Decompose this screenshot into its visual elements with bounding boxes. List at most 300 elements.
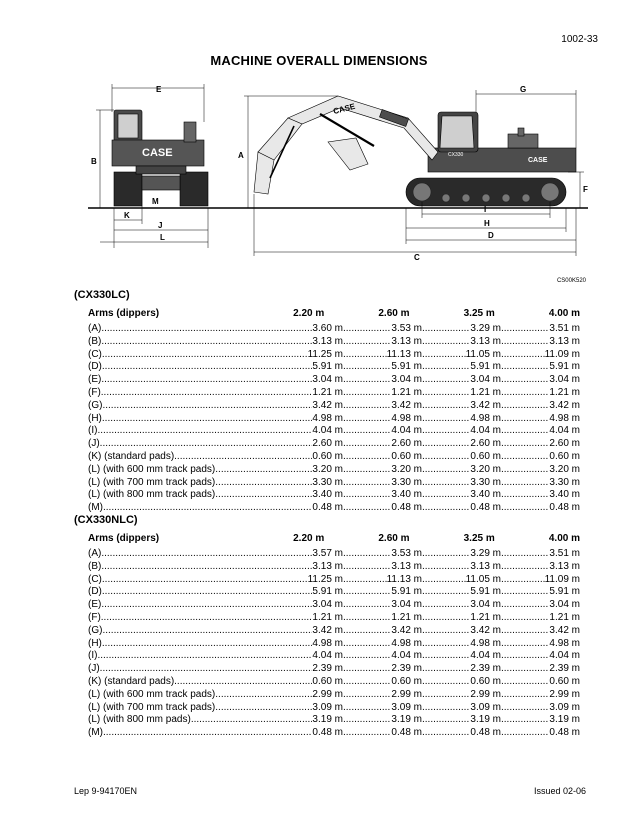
dot-leader [501, 489, 549, 502]
row-value: 5.91 m [470, 586, 501, 598]
row-value: 3.20 m [470, 463, 501, 475]
table-row [88, 425, 580, 438]
row-label: (K) (standard pads) [88, 675, 175, 687]
arm-length-column-header: 2.60 m [378, 308, 410, 319]
dot-leader [215, 477, 312, 490]
row-value: 0.48 m [312, 502, 343, 514]
table-row [88, 477, 580, 490]
spec-table-cx330lc [88, 307, 580, 515]
row-value: 4.04 m [391, 425, 422, 437]
row-value: 0.60 m [470, 675, 501, 687]
row-value: 0.48 m [549, 502, 580, 514]
dot-leader [343, 599, 391, 612]
dot-leader [422, 689, 470, 702]
dot-leader [101, 561, 312, 574]
row-value: 4.04 m [549, 650, 580, 662]
row-value: 3.19 m [391, 714, 422, 726]
row-label: (G) [88, 624, 103, 636]
dot-leader [501, 323, 549, 336]
row-value: 3.30 m [549, 476, 580, 488]
dot-leader [422, 599, 470, 612]
row-value: 5.91 m [391, 361, 422, 373]
dot-leader [343, 727, 391, 740]
row-value: 3.29 m [470, 548, 501, 559]
row-value: 3.20 m [312, 463, 343, 475]
row-value: 4.04 m [391, 650, 422, 662]
row-value: 2.39 m [391, 663, 422, 675]
row-value: 4.98 m [391, 412, 422, 424]
row-value: 3.13 m [470, 560, 501, 572]
row-value: 11.13 m [386, 573, 422, 585]
row-value: 3.04 m [312, 374, 343, 386]
row-value: 3.13 m [391, 560, 422, 572]
dot-leader [501, 477, 549, 490]
row-value: 3.42 m [470, 624, 501, 636]
row-value: 4.04 m [312, 650, 343, 662]
dot-leader [422, 650, 470, 663]
row-value: 3.42 m [312, 399, 343, 411]
dot-leader [343, 586, 391, 599]
dim-letter-f: F [583, 185, 588, 194]
table-row [88, 400, 580, 413]
row-label: (L) (with 600 mm track pads) [88, 463, 216, 475]
row-value: 2.39 m [312, 663, 343, 675]
row-label: (G) [88, 399, 103, 411]
row-value: 3.13 m [312, 560, 343, 572]
dot-leader [101, 323, 312, 336]
row-value: 0.60 m [391, 675, 422, 687]
row-value: 0.60 m [312, 675, 343, 687]
boom-brand-label: CASE [332, 101, 357, 116]
dot-leader [422, 451, 470, 464]
row-value: 2.99 m [470, 688, 501, 700]
dim-letter-i: I [484, 205, 487, 214]
dim-letter-d: D [488, 231, 494, 240]
dot-leader [501, 502, 549, 515]
row-value: 3.29 m [470, 323, 501, 334]
row-label: (E) [88, 374, 102, 386]
dim-letter-g: G [520, 85, 527, 94]
dot-leader [422, 438, 470, 451]
dot-leader [343, 714, 391, 727]
row-label: (L) (with 700 mm track pads) [88, 476, 216, 488]
row-value: 3.20 m [549, 463, 580, 475]
dot-leader [501, 727, 549, 740]
dot-leader [343, 638, 391, 651]
dot-leader [422, 400, 470, 413]
table-row [88, 323, 580, 336]
dot-leader [174, 451, 312, 464]
dot-leader [501, 599, 549, 612]
row-value: 3.40 m [312, 489, 343, 501]
table-row [88, 489, 580, 502]
dot-leader [501, 400, 549, 413]
table-row [88, 586, 580, 599]
row-value: 3.13 m [470, 335, 501, 347]
row-label: (D) [88, 361, 102, 373]
row-value: 3.04 m [391, 374, 422, 386]
dot-leader [215, 489, 312, 502]
dot-leader [422, 548, 470, 561]
table-row [88, 502, 580, 515]
dot-leader [174, 676, 312, 689]
row-value: 3.19 m [549, 714, 580, 726]
dot-leader [422, 425, 470, 438]
figure-code: CS00K520 [556, 278, 586, 284]
dot-leader [97, 425, 312, 438]
row-value: 3.19 m [470, 714, 501, 726]
row-value: 3.09 m [549, 701, 580, 713]
row-label: (A) [88, 548, 102, 559]
dot-leader [422, 612, 470, 625]
dot-leader [97, 650, 312, 663]
front-brand-label: CASE [142, 147, 173, 159]
table-row [88, 599, 580, 612]
dot-leader [422, 714, 470, 727]
dot-leader [501, 586, 549, 599]
dot-leader [422, 676, 470, 689]
dot-leader [343, 323, 391, 336]
table-row [88, 451, 580, 464]
dot-leader [422, 361, 470, 374]
row-value: 11.09 m [544, 348, 580, 360]
row-label: (F) [88, 386, 101, 398]
dim-letter-l: L [160, 233, 165, 242]
dot-leader [215, 464, 312, 477]
row-value: 4.98 m [391, 637, 422, 649]
row-value: 3.13 m [549, 335, 580, 347]
dot-leader [422, 663, 470, 676]
dot-leader [343, 400, 391, 413]
row-value: 2.60 m [470, 438, 501, 450]
dot-leader [422, 727, 470, 740]
dot-leader [102, 400, 312, 413]
dim-letter-j: J [158, 221, 163, 230]
row-value: 3.09 m [470, 701, 501, 713]
arm-length-column-header: 4.00 m [548, 308, 581, 319]
row-value: 4.98 m [549, 412, 580, 424]
row-value: 3.13 m [549, 560, 580, 572]
dot-leader [501, 425, 549, 438]
dot-leader [100, 438, 313, 451]
dot-leader [215, 702, 312, 715]
row-value: 3.40 m [470, 489, 501, 501]
dot-leader [343, 438, 391, 451]
dot-leader [343, 663, 391, 676]
table-header-row [88, 532, 580, 546]
row-value: 4.04 m [470, 650, 501, 662]
table-row [88, 438, 580, 451]
row-value: 4.98 m [470, 637, 501, 649]
dot-leader [422, 502, 470, 515]
dot-leader [501, 387, 549, 400]
dot-leader [343, 464, 391, 477]
dot-leader [501, 438, 549, 451]
row-value: 2.99 m [549, 688, 580, 700]
table-row [88, 689, 580, 702]
table-row [88, 625, 580, 638]
side-brand-label: CASE [528, 157, 548, 164]
row-value: 2.60 m [391, 438, 422, 450]
dot-leader [191, 714, 313, 727]
dot-leader [501, 663, 549, 676]
row-value: 3.30 m [312, 476, 343, 488]
dot-leader [343, 574, 387, 587]
row-value: 2.39 m [549, 663, 580, 675]
dot-leader [422, 638, 470, 651]
table-row [88, 702, 580, 715]
dot-leader [343, 561, 391, 574]
dot-leader [501, 625, 549, 638]
dim-letter-a: A [238, 151, 244, 160]
dot-leader [422, 464, 470, 477]
row-value: 11.05 m [465, 348, 501, 360]
row-value: 4.98 m [549, 637, 580, 649]
dot-leader [501, 464, 549, 477]
row-value: 3.40 m [391, 489, 422, 501]
row-value: 3.42 m [470, 399, 501, 411]
row-value: 3.13 m [312, 335, 343, 347]
dot-leader [422, 489, 470, 502]
dot-leader [343, 336, 391, 349]
dim-letter-k: K [124, 211, 130, 220]
arm-length-column-header: 2.20 m [293, 533, 325, 544]
dot-leader [501, 689, 549, 702]
row-value: 2.99 m [391, 688, 422, 700]
row-value: 0.48 m [470, 727, 501, 739]
row-value: 5.91 m [470, 361, 501, 373]
dot-leader [101, 336, 312, 349]
dot-leader [100, 663, 313, 676]
table-row [88, 638, 580, 651]
row-value: 3.04 m [312, 599, 343, 611]
dot-leader [422, 625, 470, 638]
dot-leader [422, 323, 470, 336]
table-row [88, 663, 580, 676]
row-value: 4.04 m [549, 425, 580, 437]
row-label: (B) [88, 560, 102, 572]
dim-letter-c: C [414, 253, 420, 262]
dot-leader [501, 349, 545, 362]
row-value: 1.21 m [312, 611, 343, 623]
row-label: (M) [88, 727, 103, 739]
row-label: (L) (with 600 mm track pads) [88, 688, 216, 700]
row-value: 3.13 m [391, 335, 422, 347]
dot-leader [343, 650, 391, 663]
row-label: (J) [88, 663, 100, 675]
arms-header-label: Arms (dippers) [88, 533, 160, 544]
dot-leader [501, 361, 549, 374]
row-value: 3.57 m [312, 548, 343, 559]
dim-letter-b: B [91, 157, 97, 166]
row-label: (L) (with 800 mm pads) [88, 714, 191, 726]
table-row [88, 548, 580, 561]
dot-leader [501, 612, 549, 625]
table-row [88, 374, 580, 387]
row-value: 0.60 m [391, 450, 422, 462]
section-title-cx330lc: (CX330LC) [74, 289, 130, 301]
row-value: 1.21 m [391, 611, 422, 623]
row-value: 0.48 m [470, 502, 501, 514]
arms-header-label: Arms (dippers) [88, 308, 160, 319]
row-value: 3.53 m [391, 548, 422, 559]
dot-leader [422, 561, 470, 574]
row-value: 5.91 m [549, 361, 580, 373]
row-value: 11.05 m [465, 573, 501, 585]
table-row [88, 336, 580, 349]
row-value: 4.98 m [312, 637, 343, 649]
row-value: 3.09 m [312, 701, 343, 713]
row-value: 1.21 m [470, 386, 501, 398]
row-value: 11.13 m [386, 348, 422, 360]
dim-letter-h: H [484, 219, 490, 228]
dot-leader [501, 413, 549, 426]
dot-leader [422, 574, 466, 587]
row-value: 3.19 m [312, 714, 343, 726]
spec-table-cx330nlc [88, 532, 580, 740]
row-label: (H) [88, 412, 102, 424]
dot-leader [343, 502, 391, 515]
dot-leader [422, 413, 470, 426]
dot-leader [501, 336, 549, 349]
dot-leader [343, 361, 391, 374]
row-value: 2.99 m [312, 688, 343, 700]
dot-leader [501, 374, 549, 387]
row-value: 3.51 m [549, 323, 580, 334]
dot-leader [343, 676, 391, 689]
arm-length-column-header: 3.25 m [463, 533, 495, 544]
table-row [88, 714, 580, 727]
row-value: 0.60 m [549, 450, 580, 462]
footer-document-number: Lep 9-94170EN [74, 786, 138, 796]
table-row [88, 413, 580, 426]
dot-leader [102, 349, 308, 362]
dot-leader [343, 612, 391, 625]
dot-leader [422, 387, 470, 400]
table-row [88, 727, 580, 740]
row-value: 4.98 m [470, 412, 501, 424]
row-value: 11.25 m [307, 573, 343, 585]
dot-leader [501, 676, 549, 689]
dot-leader [102, 361, 313, 374]
dot-leader [343, 702, 391, 715]
row-value: 4.04 m [470, 425, 501, 437]
row-value: 0.60 m [470, 450, 501, 462]
dot-leader [343, 374, 391, 387]
row-value: 3.42 m [549, 399, 580, 411]
dot-leader [501, 561, 549, 574]
row-value: 3.30 m [470, 476, 501, 488]
table-row [88, 387, 580, 400]
row-value: 0.48 m [391, 502, 422, 514]
dot-leader [501, 451, 549, 464]
dim-letter-m: M [152, 197, 159, 206]
dot-leader [102, 638, 313, 651]
dot-leader [501, 548, 549, 561]
dot-leader [101, 387, 313, 400]
excavator-dimension-figure [88, 82, 588, 272]
dot-leader [501, 574, 545, 587]
table-row [88, 464, 580, 477]
arm-length-column-header: 2.20 m [293, 308, 325, 319]
row-label: (L) (with 800 mm track pads) [88, 489, 216, 501]
dot-leader [343, 477, 391, 490]
model-tag-label: CX330 [448, 152, 464, 158]
row-value: 5.91 m [391, 586, 422, 598]
row-value: 1.21 m [391, 386, 422, 398]
dot-leader [343, 349, 387, 362]
dot-leader [101, 599, 312, 612]
dot-leader [102, 586, 313, 599]
row-value: 1.21 m [549, 386, 580, 398]
dot-leader [101, 548, 312, 561]
row-value: 3.09 m [391, 701, 422, 713]
row-value: 11.09 m [544, 573, 580, 585]
row-value: 3.30 m [391, 476, 422, 488]
row-value: 0.60 m [549, 675, 580, 687]
dot-leader [343, 548, 391, 561]
row-value: 3.20 m [391, 463, 422, 475]
row-label: (C) [88, 348, 102, 360]
dot-leader [343, 425, 391, 438]
arm-length-column-header: 2.60 m [378, 533, 410, 544]
dot-leader [422, 374, 470, 387]
side-view-machine [254, 96, 576, 206]
row-value: 2.39 m [470, 663, 501, 675]
row-value: 1.21 m [312, 386, 343, 398]
row-value: 1.21 m [549, 611, 580, 623]
row-label: (I) [88, 425, 98, 437]
row-label: (C) [88, 573, 102, 585]
dot-leader [422, 586, 470, 599]
dot-leader [343, 689, 391, 702]
row-label: (M) [88, 502, 103, 514]
row-value: 3.04 m [470, 599, 501, 611]
dot-leader [501, 714, 549, 727]
table-row [88, 612, 580, 625]
row-label: (D) [88, 586, 102, 598]
arm-length-column-header: 3.25 m [463, 308, 495, 319]
row-value: 0.48 m [549, 727, 580, 739]
row-value: 5.91 m [312, 586, 343, 598]
dot-leader [501, 638, 549, 651]
row-value: 11.25 m [307, 348, 343, 360]
table-row [88, 561, 580, 574]
dot-leader [501, 702, 549, 715]
table-row [88, 349, 580, 362]
row-value: 3.04 m [549, 599, 580, 611]
dot-leader [422, 336, 470, 349]
arm-length-column-header: 4.00 m [548, 533, 581, 544]
row-value: 3.60 m [312, 323, 343, 334]
dot-leader [103, 727, 312, 740]
row-value: 0.60 m [312, 450, 343, 462]
row-value: 5.91 m [549, 586, 580, 598]
dot-leader [102, 625, 312, 638]
table-header-row [88, 307, 580, 321]
row-value: 3.04 m [391, 599, 422, 611]
row-label: (L) (with 700 mm track pads) [88, 701, 216, 713]
table-row [88, 676, 580, 689]
row-label: (F) [88, 611, 101, 623]
dot-leader [343, 625, 391, 638]
dot-leader [422, 349, 466, 362]
dot-leader [422, 702, 470, 715]
row-label: (B) [88, 335, 102, 347]
row-label: (I) [88, 650, 98, 662]
dot-leader [102, 413, 313, 426]
row-label: (K) (standard pads) [88, 450, 175, 462]
